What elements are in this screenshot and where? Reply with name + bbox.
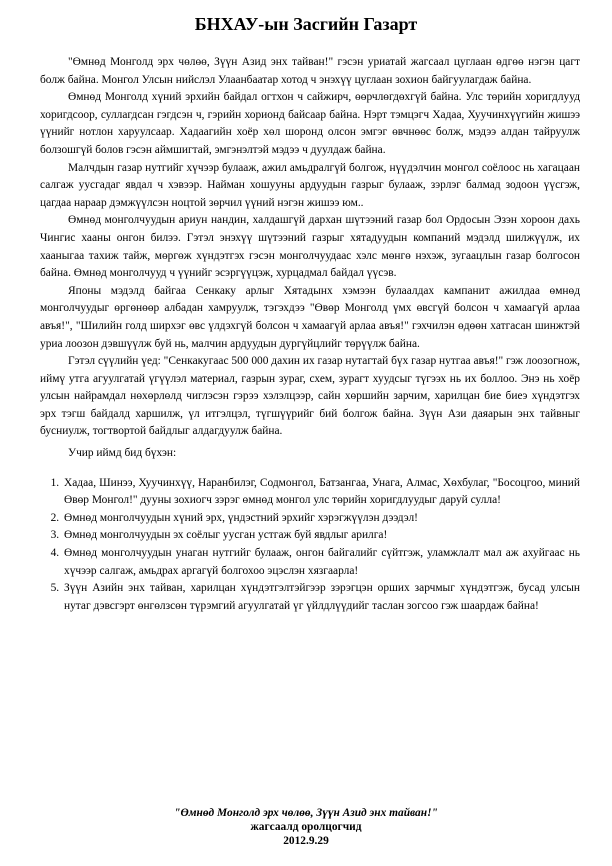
paragraph-2: Өмнөд Монголд хүний эрхийн байдал огтхон ч сайжирч, өөрчлөгдөхгүй байна. Улс төрийн хоригдлууд хоригдсоор, суллагдсан гэгдсэн ч, гэрийн хорионд байсаар байна. Нэрт тэмцэгч Хадаа, Хуучинхүүгийн жишээ үүнийг нотлон харуулсаар. Хадаагийн хоёр хөл шоронд олсон эмгэг өвчнөөс болж, мэдээ алдан тайруулж болзошгүй болов гэсэн аймшигтай, эмгэнэлтэй мэдээ ч дуулдаж байна. (40, 91, 580, 156)
demands-list (40, 475, 580, 616)
letter-body (40, 54, 580, 615)
demand-item: 5. Зүүн Азийн энх тайван, харилцан хүндэтгэлтэйгээр зэрэгцэн орших зарчмыг хүндэтгэж, бусад улсын нутаг дэвсгэрт өнгөлзсөн түрэмгий агуулгатай үг үйлдлүүдийг таслан зогсоо гэж шаардаж байна! (62, 580, 580, 615)
demand-item: 3. Өмнөд монголчуудын эх соёлыг уусган устгаж буй явдлыг арилга! (62, 527, 580, 545)
document-title: БНХАУ-ын Засгийн Газарт (194, 14, 418, 34)
demand-item: 4. Өмнөд монголчуудын унаган нутгийг булааж, онгон байгалийг сүйтгэж, уламжлалт мал аж ахуйгаас нь хүчээр салгаж, амьдрах аргагүй болгохоо эцэслэн хязгаарла! (62, 545, 580, 580)
paragraph-3: Малчдын газар нутгийг хүчээр булааж, ажил амьдралгүй болгож, нүүдэлчин монгол соёлоос нь хагацаан салгаж уусгадаг явдал ч хэвээр. Найман хошууны ардуудын газрыг булааж, зэрлэг балмад зодоон үүсгэж, цагдаа нараар дэмжүүлсэн ноцтой зөрчил үүний нэгэн жишээ юм.. (40, 161, 580, 209)
demand-item: 2. Өмнөд монголчуудын хүний эрх, үндэстний эрхийг хэрэгжүүлэн дээдэл! (62, 510, 580, 528)
demand-item: 1. Хадаа, Шинээ, Хуучинхүү, Наранбилэг, Содмонгол, Батзангаа, Унага, Алмас, Хөхбулаг, "Босоцгоо, миний Өвөр Монгол!" дууны зохиогч зэрэг өмнөд монгол улс төрийн хоригдлуудыг даруй сулла! (62, 475, 580, 510)
paragraph-5: Японы мэдэлд байгаа Сенкаку арлыг Хятадынх хэмээн булаалдах кампанит ажилдаа өмнөд монголчуудыг өргөнөөр албадан хамруулж, тэгэхдээ "Өвөр Монголд үмх өвсгүй болсон ч хамаагүй арлаа авъя!", "Шилийн голд ширхэг өвс үлдэхгүй болсон ч хамаагүй арлаа авъя!" гэхчилэн өдөөн хатгасан шинжтэй уриа лоозон дэвшүүлж буй нь, малчин ардуудын дургүйцлийг төрүүлж байна. (40, 284, 580, 350)
paragraph-1: "Өмнөд Монголд эрх чөлөө, Зүүн Азид энх тайван!" гэсэн уриатай жагсаал цуглаан өдгөө нэгэн цагт болж байна. Монгол Улсын нийслэл Улаанбаатар хотод ч энэхүү цуглаан зохион байгуулагдаж байна. (40, 56, 580, 86)
closing-signature: жагсаалд оролцогчид (250, 821, 362, 833)
demands-intro: Учир иймд бид бүхэн: (68, 447, 177, 460)
closing-slogan: "Өмнөд Монголд эрх чөлөө, Зүүн Азид энх тайван!" (174, 807, 438, 819)
closing-block (0, 806, 612, 848)
closing-date: 2012.9.29 (283, 835, 329, 847)
paragraph-4: Өмнөд монголчуудын ариун нандин, халдашгүй дархан шүтээний газар бол Ордосын Эзэн хороон дахь Чингис хааны онгон билээ. Гэтэл энэхүү шүтээний газрыг хятадуудын компаний мэдэлд шилжүүлж, их хааныгаа тахиж тайж, мөргөж хүндэтгэх гэсэн монголчуудаас хэлс мөнгө нэхэж, зугаацлын газар болгосон байна. Өмнөд монголчууд ч үүнийг эсэргүүцэж, хурцадмал байдал үүсэв. (40, 214, 580, 280)
paragraph-6: Гэтэл сүүлийн үед: "Сенкакугаас 500 000 дахин их газар нутагтай бүх газар нутгаа авъя!" гэж лоозогнож, иймү утга агуулгатай үгүүлэл материал, газрын зураг, схем, зурагт хуудсыг түгээх нь их боллоо. Энэ нь хоёр улсын найрамдал нөхөрлөлд чиглэсэн гэрээ хэлэлцээр, сайн хөршийн зарчим, харилцан бие биеэ хүндэтгэх эрх тэгш байдалд харшилж, үл итгэлцэл, түгшүүрийг бий болгож байна. Зүүн Ази даяарын энх тайвныг бусниулж, тогтвортой байдлыг алдагдуулж байна. (40, 355, 580, 438)
